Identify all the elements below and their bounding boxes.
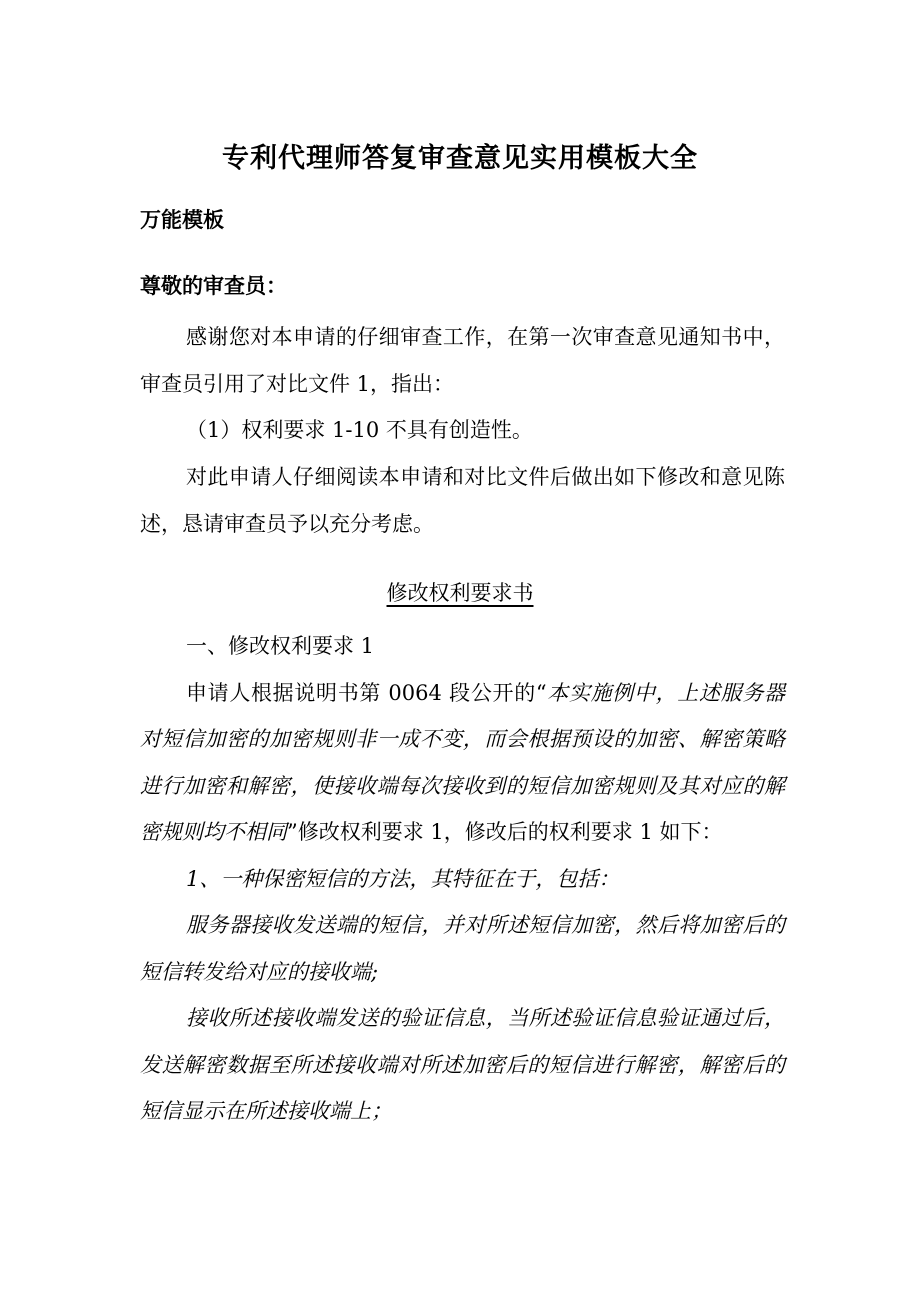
amendment-section	[140, 623, 785, 1135]
objection-point-block	[140, 407, 785, 454]
reply-paragraph-block	[140, 454, 785, 547]
objection-point: （1）权利要求 1-10 不具有创造性。	[186, 418, 533, 442]
amendment-tail: ”修改权利要求 1，修改后的权利要求 1 如下：	[287, 820, 723, 844]
amendment-paragraph	[140, 670, 785, 856]
amendment-lead: 申请人根据说明书第 0064 段公开的“	[186, 680, 547, 705]
claim-step-2: 接收所述接收端发送的验证信息，当所述验证信息验证通过后，发送解密数据至所述接收端对所述加密后的短信进行解密，解密后的短信显示在所述接收端上；	[140, 1006, 785, 1123]
reply-paragraph: 对此申请人仔细阅读本申请和对比文件后做出如下修改和意见陈述，恳请审查员予以充分考虑。	[140, 465, 785, 536]
intro-paragraph: 感谢您对本申请的仔细审查工作，在第一次审查意见通知书中，审查员引用了对比文件 1，指出：	[140, 325, 785, 396]
amendment-heading: 一、修改权利要求 1	[186, 634, 375, 658]
section-title: 修改权利要求书	[386, 581, 534, 605]
claim-1: 1、一种保密短信的方法，其特征在于，包括：	[186, 866, 620, 891]
intro-paragraph-block	[140, 314, 785, 407]
amendment-quote: 本实施例中，上述服务器对短信加密的加密规则非一成不变，而会根据预设的加密、解密策略进行加密和解密，使接收端每次接收到的短信加密规则及其对应的解密规则均不相同	[140, 680, 785, 844]
salutation: 尊敬的审查员：	[140, 274, 287, 298]
document-title: 专利代理师答复审查意见实用模板大全	[222, 143, 698, 174]
claim-step-1: 服务器接收发送端的短信，并对所述短信加密，然后将加密后的短信转发给对应的接收端;	[140, 913, 785, 984]
template-heading: 万能模板	[140, 208, 224, 232]
